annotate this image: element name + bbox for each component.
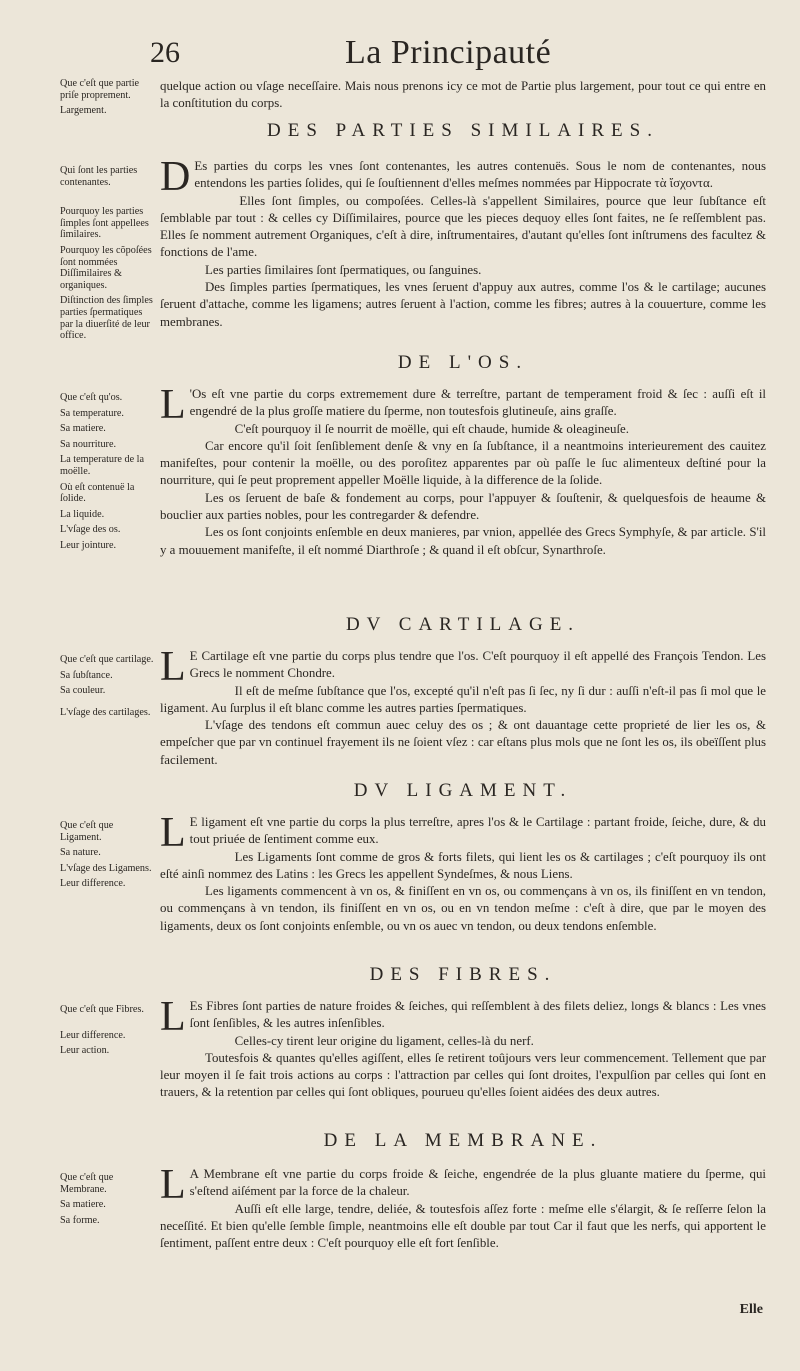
paragraph: Toutesfois & quantes qu'elles agiſſent, elles ſe retirent toûjours vers leur commencement. Tellement que par leur moyen il ſe fait trois actions au corps : l'attraction par celles qui ſont droites, l'expulſion par celles qui ſont en trauers, & la retention par celles qui ſont obliques, pourueu qu'elles ſoient aidées des deux autres. bbox=[160, 1050, 766, 1100]
paragraph: Auſſi eſt elle large, tendre, deliée, & toutesfois aſſez forte : meſme elle s'élargit, & ſe reſſerre ſelon la neceſſité. Et bien qu'elle ſemble ſimple, neantmoins elle eſt double par tout Car il faut que les nerfs, qui apportent le ſentiment, paſſent entre deux : C'eſt pourquoy elle eſt fort ſenſible. bbox=[160, 1201, 766, 1251]
margin-note: Sa matiere. bbox=[60, 1199, 106, 1211]
catchword: Elle bbox=[739, 1302, 763, 1317]
paragraph: C'eſt pourquoy il ſe nourrit de moëlle, qui eſt chaude, humide & oleagineuſe. bbox=[234, 421, 629, 436]
paragraph: Il eſt de meſme ſubſtance que l'os, excepté qu'il n'eſt pas ſi ſec, ny ſi dur : auſſi n'eſt-il pas ſi mol que le ligament. Au ſurplus il eſt blanc comme les autres parties ſpermatiques. bbox=[160, 683, 766, 715]
section-body bbox=[160, 382, 766, 559]
paragraph: Des ſimples parties ſpermatiques, les vnes ſeruent d'appuy aux autres, comme l'os & le cartilage; aucunes ſeruent d'attache, comme les ligamens; autres ſeruent à l'action, comme les fibres; autres à la couuerture, comme les membranes. bbox=[160, 280, 766, 329]
margin-note: Leur jointure. bbox=[60, 539, 117, 551]
paragraph: Les os ſeruent de baſe & fondement au corps, pour l'appuyer & ſouſtenir, & quelquesfois de heaume & bouclier aux parties nobles, pour les contregarder & defendre. bbox=[160, 490, 766, 523]
margin-notes bbox=[60, 820, 156, 894]
margin-note: Sa couleur. bbox=[60, 685, 106, 697]
margin-note: Qui ſont les parties contenantes. bbox=[60, 165, 138, 188]
section-body bbox=[160, 994, 766, 1102]
margin-note: Que c'eſt qu'os. bbox=[60, 392, 123, 403]
section-heading: DES PARTIES SIMILAIRES. bbox=[267, 120, 659, 141]
margin-note: Que c'eſt que Fibres. bbox=[60, 1004, 144, 1015]
margin-note: La liquide. bbox=[60, 508, 105, 520]
drop-cap: L bbox=[160, 810, 186, 856]
margin-note: Leur difference. bbox=[60, 878, 126, 890]
margin-notes bbox=[60, 654, 156, 722]
paragraph: 'Os eſt vne partie du corps extremement dure & terreſtre, partant de temperament froid & ſec : auſſi eſt il engendré de la plus groſſe matiere du ſperme, non toutesfois glutineuſe, ains graſſe. bbox=[189, 387, 766, 419]
margin-note: La temperature de la moëlle. bbox=[60, 454, 144, 477]
paragraph: A Membrane eſt vne partie du corps froide & ſeiche, engendrée de la plus gluante matiere du ſperme, qui s'eſtend aiſément par la force de la chaleur. bbox=[189, 1167, 766, 1199]
margin-note: Sa matiere. bbox=[60, 423, 106, 435]
section-heading: DV CARTILAGE. bbox=[345, 614, 581, 635]
margin-notes bbox=[60, 165, 156, 346]
margin-note: Pourquoy les parties ſimples ſont appellees ſimilaires. bbox=[60, 206, 149, 241]
paragraph: Les ligaments commencent à vn os, & finiſſent en vn os, ou commençans à vn os, ils finiſſent en vn tendon, ou commençans à vn tendon, ils finiſſent en vn os, ou en vn tendon meſme : c'eſt à dire, que par le moyen des ligaments, deux os ſont conjoints enſemble, ou vn os auec vn tendon, ou deux tendons enſemble. bbox=[160, 884, 766, 933]
margin-note: Sa temperature. bbox=[60, 407, 124, 419]
page-number: 26 bbox=[150, 36, 180, 69]
intro-text bbox=[160, 78, 766, 113]
margin-notes bbox=[60, 392, 156, 556]
margin-note: L'vſage des cartilages. bbox=[60, 706, 151, 718]
margin-note: Sa nature. bbox=[60, 847, 101, 859]
section-body bbox=[160, 644, 766, 769]
margin-note: L'vſage des Ligamens. bbox=[60, 862, 152, 874]
margin-note: L'vſage des os. bbox=[60, 524, 121, 536]
margin-note: Sa forme. bbox=[60, 1214, 100, 1226]
paragraph: Les os ſont conjoints enſemble en deux manieres, par vnion, appellée des Grecs Symphyſe, & par article. S'il y a mouuement manifeſte, il eſt nommé Diarthroſe ; & quand il eſt obſcur, Synarthroſe. bbox=[160, 525, 766, 557]
paragraph: Elles ſont ſimples, ou compoſées. Celles-là s'appellent Similaires, pource que leur ſubſtance eſt ſemblable par tout : & celles cy Diſſimilaires, pource que les pieces dequoy elles ſont faites, ne ſe reſſemblent pas. Elles ſe nomment autrement Organiques, c'eſt à dire, inſtrumentaires, d'autant qu'elles ſont inſtrumens des facultez & fonctions de l'ame. bbox=[160, 193, 766, 260]
paragraph: Es Fibres ſont parties de nature froides & ſeiches, qui reſſemblent à des filets deliez, longs & blancs : Les vnes ſont ſenſibles, & les autres inſenſibles. bbox=[189, 999, 766, 1031]
drop-cap: L bbox=[160, 382, 186, 428]
margin-note: Que c'eſt que cartilage. bbox=[60, 654, 154, 665]
margin-note: Pourquoy les cõpoſées ſont nommées Diſſimilaires & organiques. bbox=[60, 244, 152, 291]
margin-note: Que c'eſt que Membrane. bbox=[60, 1172, 114, 1195]
drop-cap: L bbox=[160, 644, 186, 690]
paragraph: E Cartilage eſt vne partie du corps plus tendre que l'os. C'eſt pourquoy il eſt appellé des François Tendon. Les Grecs le nomment Chondre. bbox=[189, 649, 766, 681]
drop-cap: L bbox=[160, 994, 186, 1040]
section-heading: DV LIGAMENT. bbox=[353, 780, 573, 801]
paragraph: quelque action ou vſage neceſſaire. Mais nous prenons icy ce mot de Partie plus largement, pour tout ce qui entre en la conſtitution du corps. bbox=[160, 79, 766, 111]
paragraph: Les parties ſimilaires ſont ſpermatiques, ou ſanguines. bbox=[205, 262, 482, 277]
running-title: La Principauté bbox=[345, 34, 552, 71]
margin-note: Que c'eſt que partie priſe proprement. bbox=[60, 78, 140, 101]
margin-note: Diſtinction des ſimples parties ſpermatiques par la diuerſité de leur office. bbox=[60, 295, 153, 342]
drop-cap: L bbox=[160, 1162, 186, 1208]
paragraph: Celles-cy tirent leur origine du ligament, celles-là du nerf. bbox=[234, 1033, 534, 1048]
margin-note: Que c'eſt que Ligament. bbox=[60, 820, 114, 843]
paragraph: Car encore qu'il ſoit ſenſiblement denſe & vny en ſa ſubſtance, il a neantmoins interieurement des cauitez manifeſtes, pour contenir la moëlle, ou des poroſitez apparentes par où paſſe le ſuc alimenteux deſtiné pour la nourriture, qui ſe peut proprement appeller Moëlle liquide, à la difference de la ſolide. bbox=[160, 438, 766, 488]
paragraph: Es parties du corps les vnes ſont contenantes, les autres contenuës. Sous le nom de contenantes, nous entendons les parties ſolides, qui ſe ſouſtiennent d'elles meſmes nommées par Hippocrate τὰ ἴσχοντα. bbox=[194, 159, 766, 191]
margin-note: Leur action. bbox=[60, 1045, 110, 1057]
paragraph: Les Ligaments ſont comme de gros & forts filets, qui lient les os & cartilages ; c'eſt pourquoy ils ont eſté ainſi nommez des Latins : les Grecs les appellent Syndeſmes, & nous Liens. bbox=[160, 849, 766, 881]
section-heading: DE L'OS. bbox=[397, 352, 529, 373]
margin-notes bbox=[60, 1004, 156, 1061]
section-body bbox=[160, 810, 766, 935]
section-body bbox=[160, 154, 766, 331]
margin-note: Sa nourriture. bbox=[60, 438, 117, 450]
margin-notes bbox=[60, 1172, 156, 1230]
paragraph: E ligament eſt vne partie du corps la plus terreſtre, apres l'os & le Cartilage : partant froide, ſeiche, dure, & du tout priuée de ſentiment comme eux. bbox=[189, 815, 766, 847]
margin-note: Où eſt contenuë la ſolide. bbox=[60, 481, 135, 505]
paragraph: L'vſage des tendons eſt commun auec celuy des os ; & ont dauantage cette proprieté de lier les os, & empeſcher que par vn continuel frayement ils ne ſoient vſez : car eſtans plus mols que ne ſont les os, ils obeïſſent plus facilement. bbox=[160, 718, 766, 767]
intro-margin-notes bbox=[60, 78, 156, 121]
section-heading: DES FIBRES. bbox=[369, 964, 557, 985]
section-body bbox=[160, 1162, 766, 1252]
drop-cap: D bbox=[160, 154, 191, 200]
section-heading: DE LA MEMBRANE. bbox=[323, 1130, 603, 1151]
margin-note: Sa ſubſtance. bbox=[60, 669, 113, 681]
margin-note: Largement. bbox=[60, 105, 107, 117]
margin-note: Leur difference. bbox=[60, 1029, 126, 1041]
